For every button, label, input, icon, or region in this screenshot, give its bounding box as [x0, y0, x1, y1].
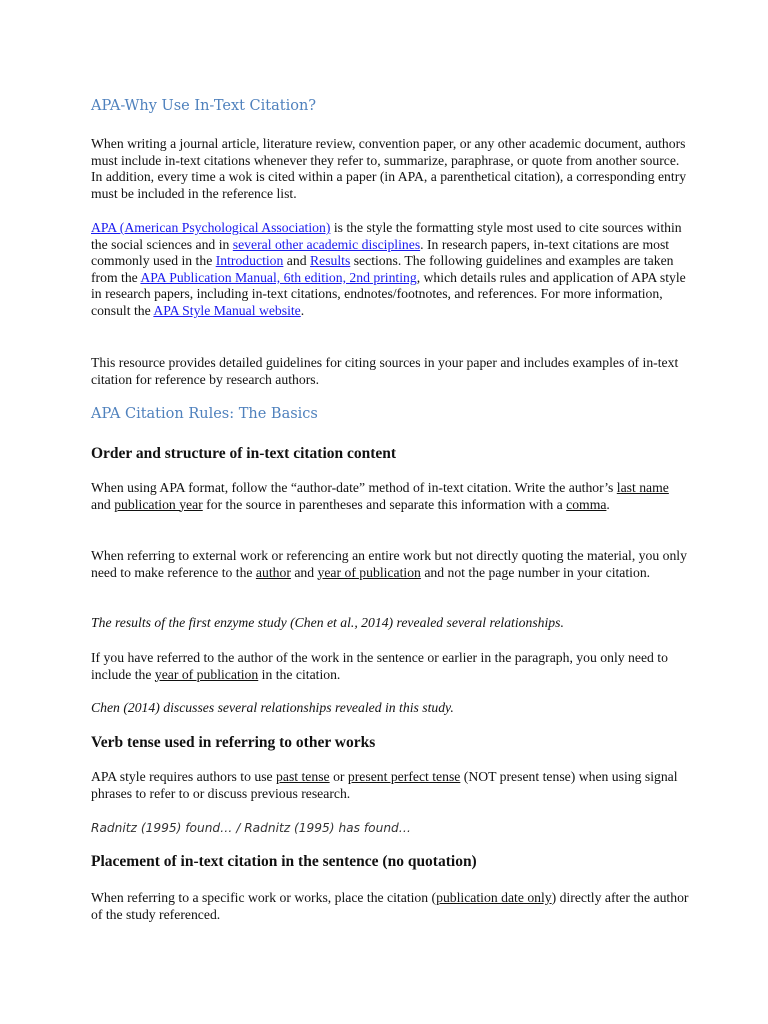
link-other-disciplines[interactable]: several other academic disciplines [232, 236, 421, 252]
paragraph-referred-author: If you have referred to the author of the work in the sentence or earlier in the paragraph, you only need to include the year of publication in the citation. [91, 650, 668, 682]
paragraph-placement: When referring to a specific work or works, place the citation (publication date only) directly after the author of the study referenced. [91, 890, 689, 922]
heading-why-use-in-text-citation: APA-Why Use In-Text Citation? [91, 98, 317, 114]
link-apa[interactable]: APA (American Psychological Association) [91, 220, 331, 235]
paragraph-intro: When writing a journal article, literature review, convention paper, or any other academic document, authors must include in-text citations whenever they refer to, summarize, paraphrase, or quote from another source. In addition, every time a wok is cited within a paper (in APA, a parenthetical citation), a corresponding entry must be included in the reference list. [91, 136, 687, 201]
link-apa-style-website[interactable]: APA Style Manual website [153, 302, 301, 318]
paragraph-author-date: When using APA format, follow the “author-date” method of in-text citation. Write the author’s last name and publication year for the source in parentheses and separate this information with a comma. [91, 480, 669, 512]
heading-citation-rules-basics: APA Citation Rules: The Basics [91, 406, 318, 422]
paragraph-external-work: When referring to external work or referencing an entire work but not directly quoting the material, you only need to make reference to the author and year of publication and not the page number in your citation. [91, 548, 687, 580]
subheading-placement: Placement of in-text citation in the sentence (no quotation) [91, 853, 477, 870]
subheading-verb-tense: Verb tense used in referring to other works [91, 734, 376, 751]
link-introduction[interactable]: Introduction [215, 253, 284, 269]
link-apa-manual[interactable]: APA Publication Manual, 6th edition, 2nd printing [140, 269, 417, 285]
example-chen-2014: Chen (2014) discusses several relationships revealed in this study. [91, 700, 454, 715]
paragraph-verb-tense: APA style requires authors to use past tense or present perfect tense (NOT present tense) when using signal phrases to refer to or discuss previous research. [91, 769, 678, 801]
paragraph-resource: This resource provides detailed guidelines for citing sources in your paper and includes examples of in-text citation for reference by research authors. [91, 355, 679, 387]
link-results[interactable]: Results [309, 253, 351, 269]
example-enzyme-study: The results of the first enzyme study (Chen et al., 2014) revealed several relationships. [91, 615, 564, 630]
subheading-order-structure: Order and structure of in-text citation content [91, 445, 397, 462]
example-radnitz: Radnitz (1995) found… / Radnitz (1995) has found… [91, 821, 411, 835]
paragraph-apa-style: APA (American Psychological Association) is the style the formatting style most used to cite sources within the social sciences and in several other academic disciplines. In research papers, in-text citations are most commonly used in the Introduction and Results sections. The following guidelines and examples are taken from the APA Publication Manual, 6th edition, 2nd printing, which details rules and application of APA style in research papers, including in-text citations, endnotes/footnotes, and references. For more information, consult the APA Style Manual website. [91, 220, 686, 318]
